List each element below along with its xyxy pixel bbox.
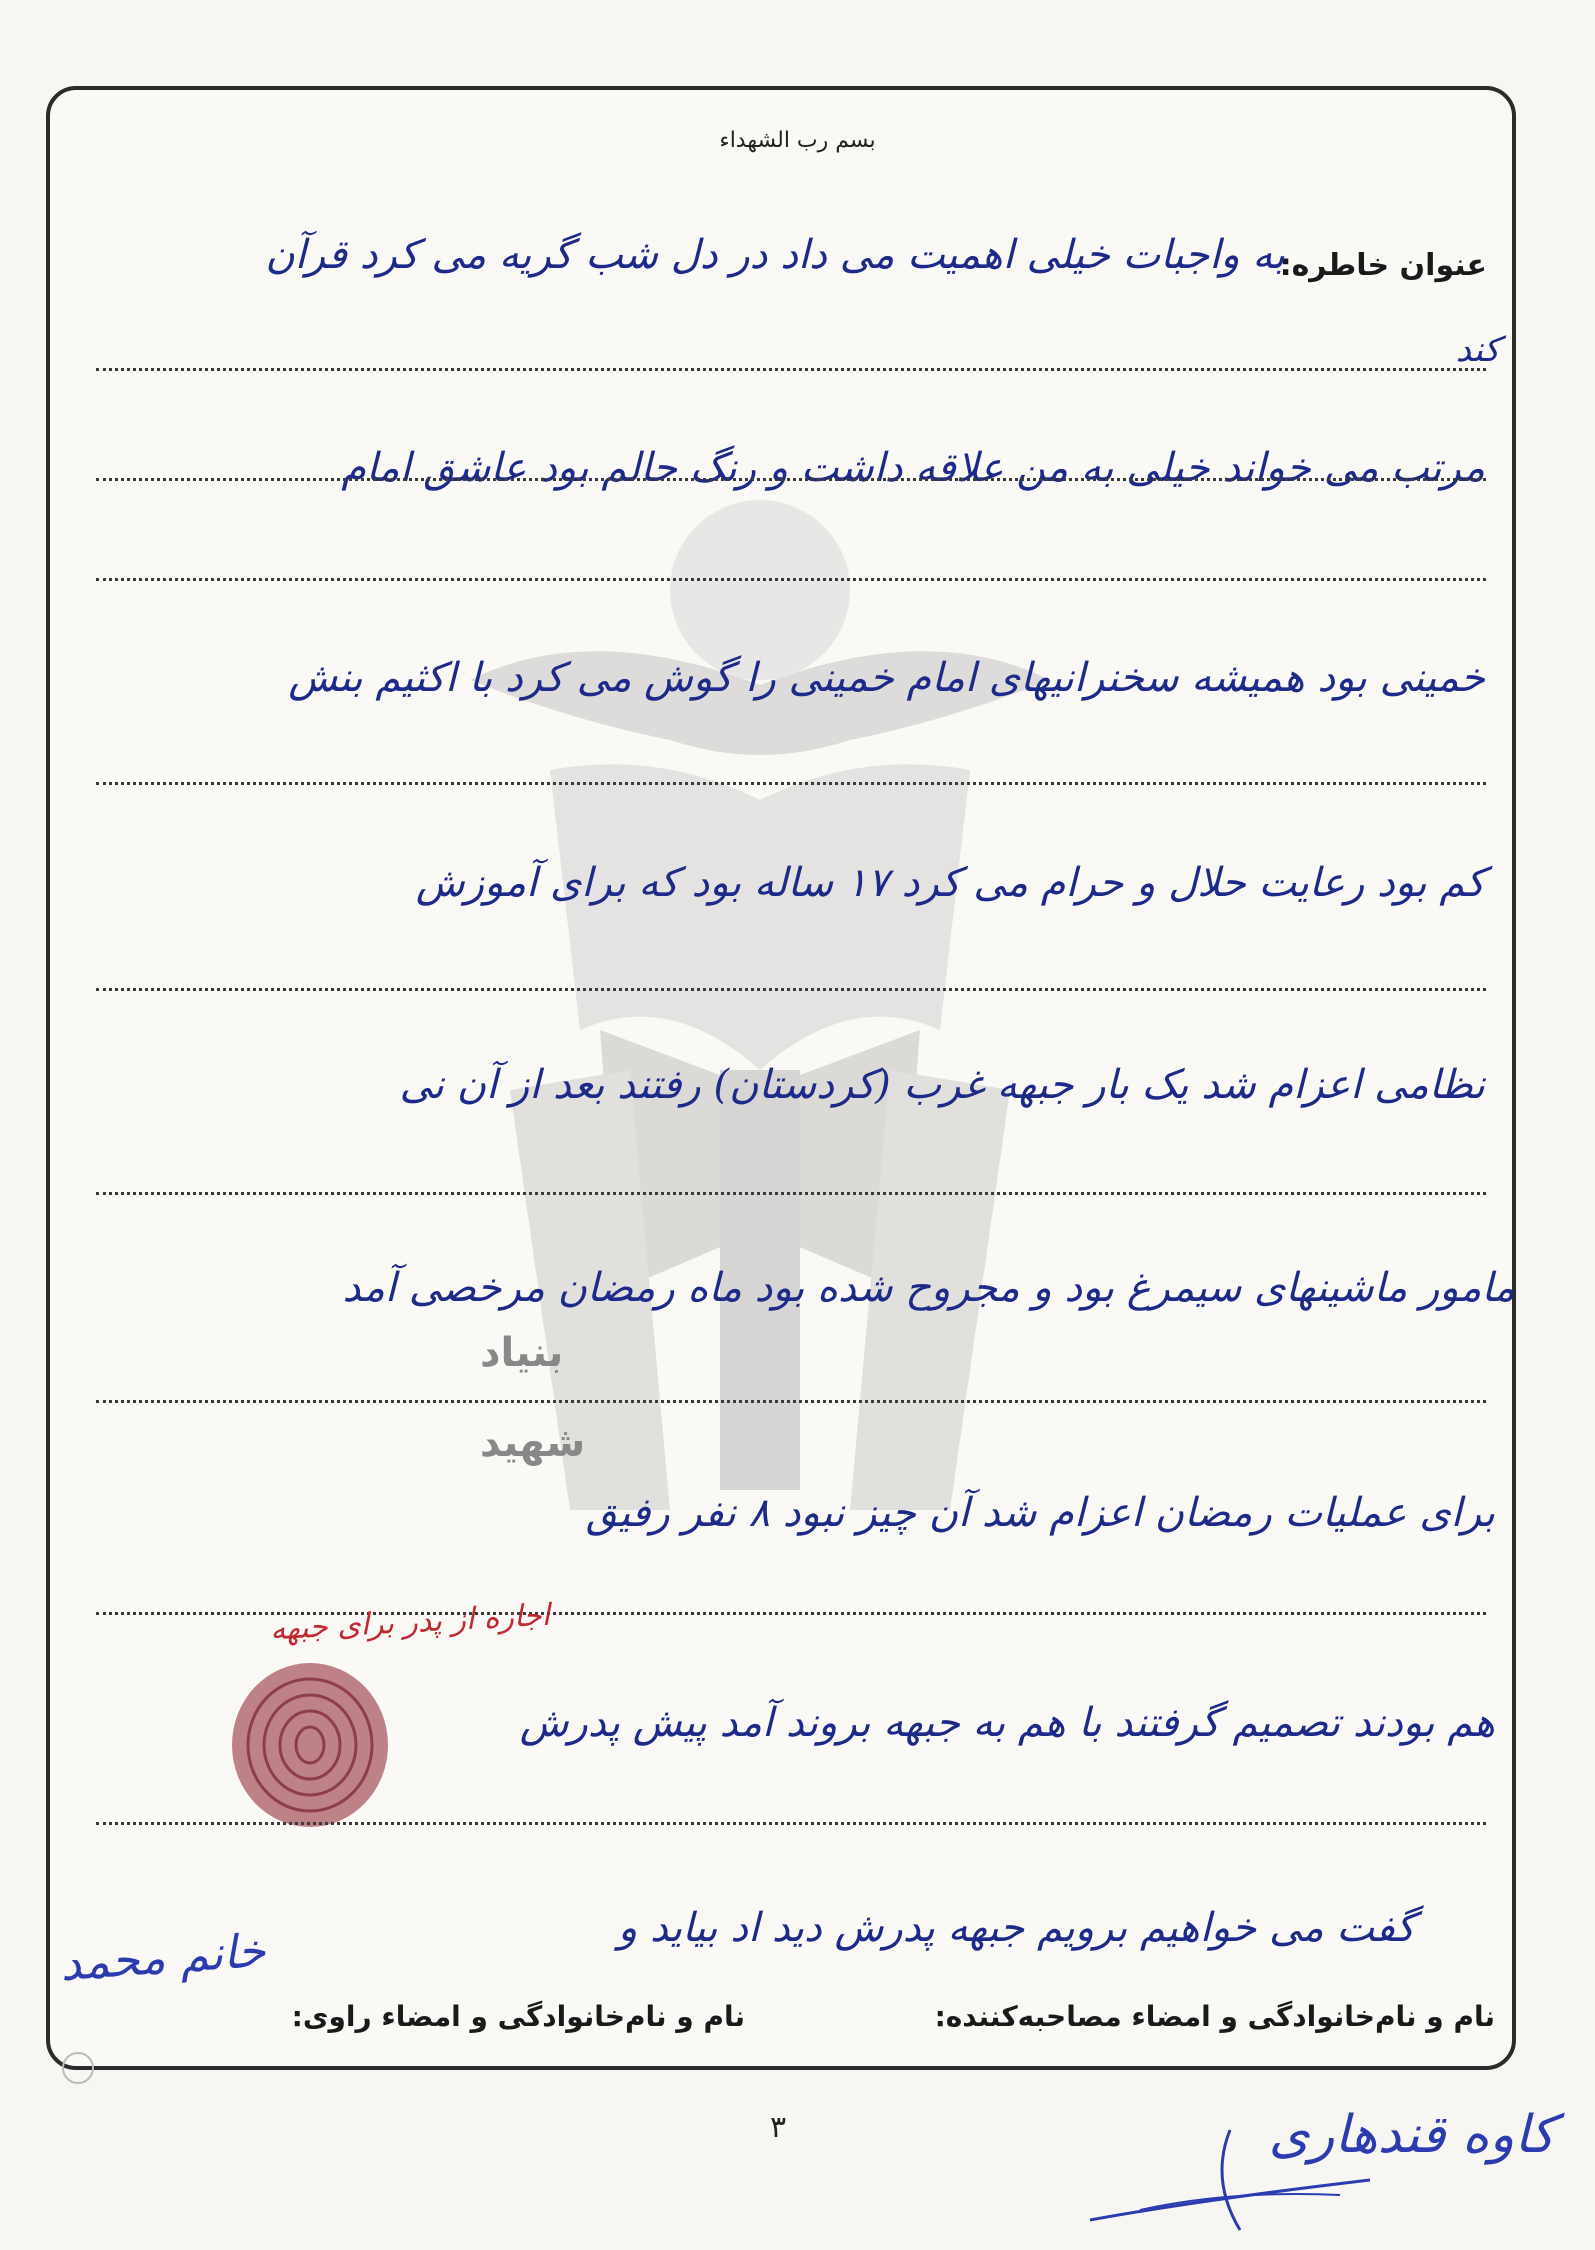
narrator-name-label: نام و نام‌خانوادگی و امضاء راوی: — [291, 2000, 745, 2033]
handwriting-line-7: برای عملیات رمضان اعزام شد آن چیز نبود ۸ نفر رفیق — [585, 1490, 1495, 1536]
ruled-line — [96, 578, 1486, 581]
handwriting-line-9: گفت می خواهیم برویم جبهه پدرش دید اد بیاید و — [618, 1905, 1415, 1951]
narrator-signature: خانم محمد — [58, 1922, 268, 1992]
handwriting-line-5: نظامی اعزام شد یک بار جبهه غرب (کردستان) رفتند بعد از آن نی — [399, 1062, 1485, 1108]
red-margin-note: اجازه از پدر برای جبهه — [269, 1597, 551, 1648]
handwriting-line-3: خمینی بود همیشه سخنرانیهای امام خمینی را گوش می کرد با اکثیم بنش — [288, 655, 1485, 701]
handwriting-line-2: مرتب می خواند خیلی به من علاقه داشت و رنگ حالم بود عاشق امام — [341, 445, 1485, 491]
punch-hole — [62, 2052, 94, 2084]
ruled-line — [96, 1192, 1486, 1195]
handwriting-line-8: هم بودند تصمیم گرفتند با هم به جبهه بروند آمد پیش پدرش — [519, 1700, 1495, 1746]
signature-scribble — [1080, 2120, 1380, 2240]
ruled-line — [96, 988, 1486, 991]
ruled-line — [96, 1822, 1486, 1825]
interviewer-signature: کاوه قندهاری — [1268, 2105, 1555, 2165]
ruled-line — [96, 478, 1486, 481]
handwriting-title-end: کند — [1455, 330, 1500, 370]
memory-title-label: عنوان خاطره: — [1279, 248, 1487, 283]
handwriting-line-6: مامور ماشینهای سیمرغ بود و مجروح شده بود ماه رمضان مرخصی آمد — [342, 1265, 1515, 1311]
handwriting-line-1: به واجبات خیلی اهمیت می داد در دل شب گریه می کرد قرآن — [265, 232, 1285, 278]
handwriting-line-4: کم بود رعایت حلال و حرام می کرد ۱۷ ساله بود که برای آموزش — [415, 860, 1485, 906]
fingerprint-stamp — [220, 1655, 400, 1835]
watermark-word-1: بنیاد — [480, 1330, 564, 1376]
basmala-header: بسم رب الشهداء — [719, 128, 876, 153]
interviewer-name-label: نام و نام‌خانوادگی و امضاء مصاحبه‌کننده: — [934, 2000, 1495, 2033]
reverse-bleed-through — [1546, 210, 1555, 243]
page-number: ۳ — [770, 2110, 787, 2145]
ruled-line — [96, 368, 1486, 371]
watermark-word-2: شهید — [480, 1420, 586, 1466]
ruled-line — [96, 782, 1486, 785]
ruled-line — [96, 1400, 1486, 1403]
